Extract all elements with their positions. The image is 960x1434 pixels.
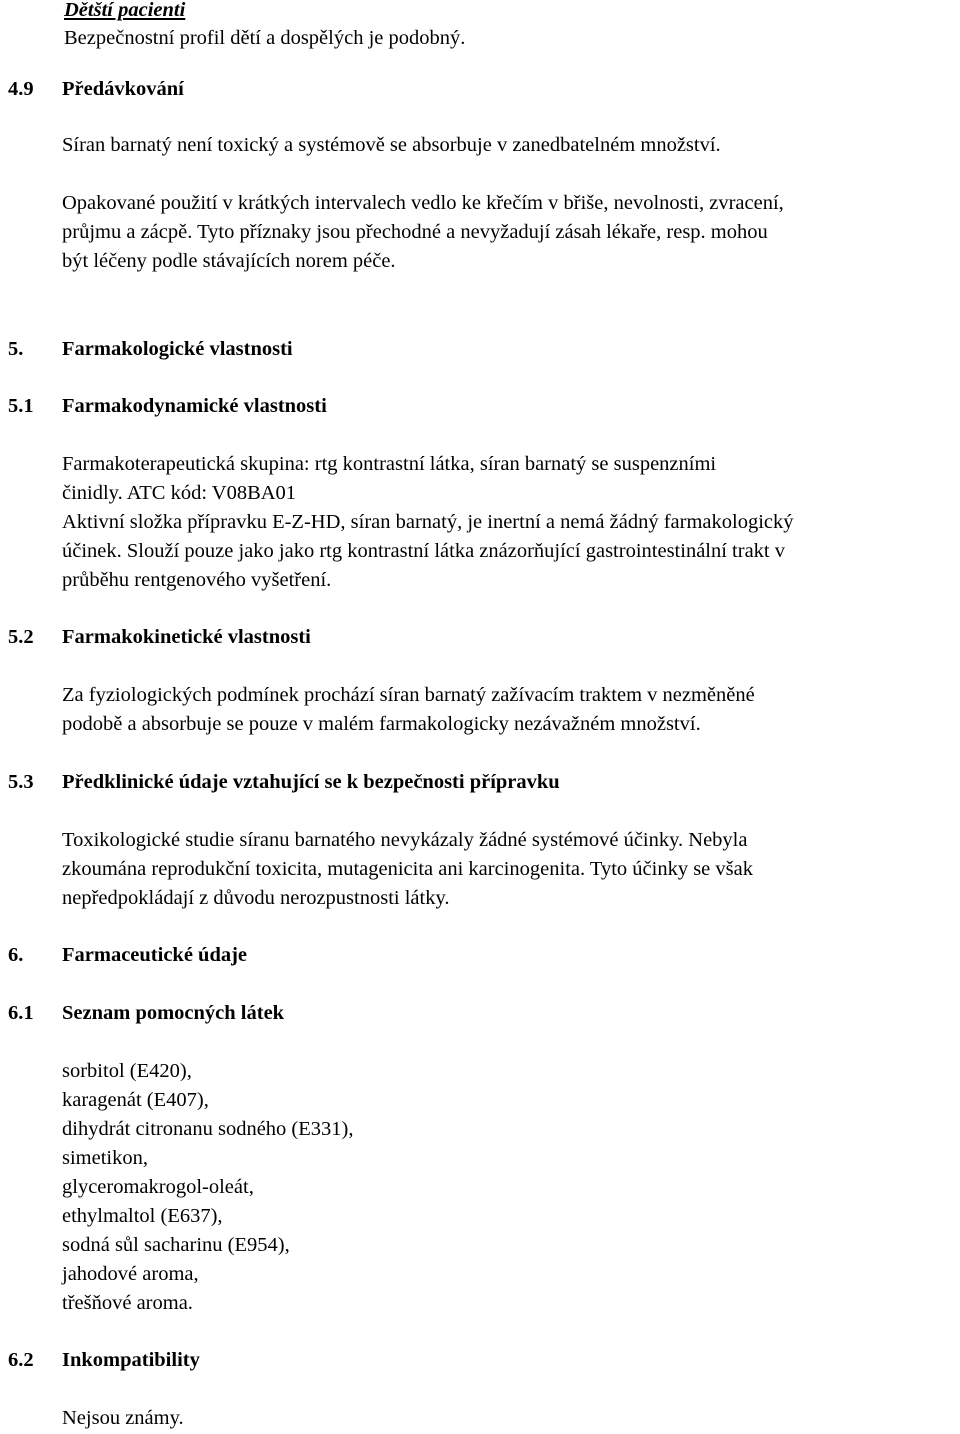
pharmacodynamics-line: Aktivní složka přípravku E-Z-HD, síran barnatý, je inertní a nemá žádný farmakologický: [62, 511, 794, 533]
excipient-item: glyceromakrogol-oleát,: [62, 1176, 254, 1198]
overdose-paragraph-2-line: Opakované použití v krátkých intervalech vedlo ke křečím v břiše, nevolnosti, zvracení,: [62, 192, 784, 214]
children-text: Bezpečnostní profil dětí a dospělých je podobný.: [64, 27, 466, 49]
excipient-item: třešňové aroma.: [62, 1292, 193, 1314]
excipient-item: ethylmaltol (E637),: [62, 1205, 223, 1227]
overdose-paragraph-1: Síran barnatý není toxický a systémově se absorbuje v zanedbatelném množství.: [62, 134, 721, 156]
pharmacodynamics-line: účinek. Slouží pouze jako jako rtg kontrastní látka znázorňující gastrointestinální trakt v: [62, 540, 785, 562]
pharmacokinetics-line: Za fyziologických podmínek prochází síran barnatý zažívacím traktem v nezměněné: [62, 684, 755, 706]
overdose-paragraph-2-line: průjmu a zácpě. Tyto příznaky jsou přechodné a nevyžadují zásah lékaře, resp. mohou: [62, 221, 768, 243]
section-6-2-number: 6.2: [8, 1349, 34, 1371]
section-5-1-number: 5.1: [8, 395, 34, 417]
section-4-9-number: 4.9: [8, 78, 34, 100]
excipient-item: jahodové aroma,: [62, 1263, 199, 1285]
incompatibilities-text: Nejsou známy.: [62, 1407, 184, 1429]
preclinical-line: zkoumána reprodukční toxicita, mutagenicita ani karcinogenita. Tyto účinky se však: [62, 858, 753, 880]
pharmacodynamics-line: průběhu rentgenového vyšetření.: [62, 569, 332, 591]
section-4-9-title: Předávkování: [62, 78, 184, 100]
pharmacodynamics-line: Farmakoterapeutická skupina: rtg kontrastní látka, síran barnatý se suspenzními: [62, 453, 717, 475]
section-5-2-title: Farmakokinetické vlastnosti: [62, 626, 311, 648]
pharmacodynamics-line: činidly. ATC kód: V08BA01: [62, 482, 297, 504]
excipient-item: sorbitol (E420),: [62, 1060, 192, 1082]
excipient-item: sodná sůl sacharinu (E954),: [62, 1234, 290, 1256]
section-6-1-title: Seznam pomocných látek: [62, 1002, 285, 1024]
excipient-item: dihydrát citronanu sodného (E331),: [62, 1118, 354, 1140]
section-6-2-title: Inkompatibility: [62, 1349, 200, 1371]
overdose-paragraph-2-line: být léčeny podle stávajících norem péče.: [62, 250, 396, 272]
section-5-1-title: Farmakodynamické vlastnosti: [62, 395, 327, 417]
section-5-3-number: 5.3: [8, 771, 34, 793]
children-heading: Dětští pacienti: [64, 0, 186, 21]
section-6-title: Farmaceutické údaje: [62, 944, 248, 966]
excipient-item: karagenát (E407),: [62, 1089, 209, 1111]
preclinical-line: nepředpokládají z důvodu nerozpustnosti látky.: [62, 887, 450, 909]
excipient-item: simetikon,: [62, 1147, 148, 1169]
section-6-1-number: 6.1: [8, 1002, 34, 1024]
pharmacokinetics-line: podobě a absorbuje se pouze v malém farmakologicky nezávažném množství.: [62, 713, 701, 735]
preclinical-line: Toxikologické studie síranu barnatého nevykázaly žádné systémové účinky. Nebyla: [62, 829, 748, 851]
section-6-number: 6.: [8, 944, 24, 966]
section-5-number: 5.: [8, 338, 24, 360]
section-5-2-number: 5.2: [8, 626, 34, 648]
section-5-3-title: Předklinické údaje vztahující se k bezpečnosti přípravku: [62, 771, 560, 793]
section-5-title: Farmakologické vlastnosti: [62, 338, 293, 360]
